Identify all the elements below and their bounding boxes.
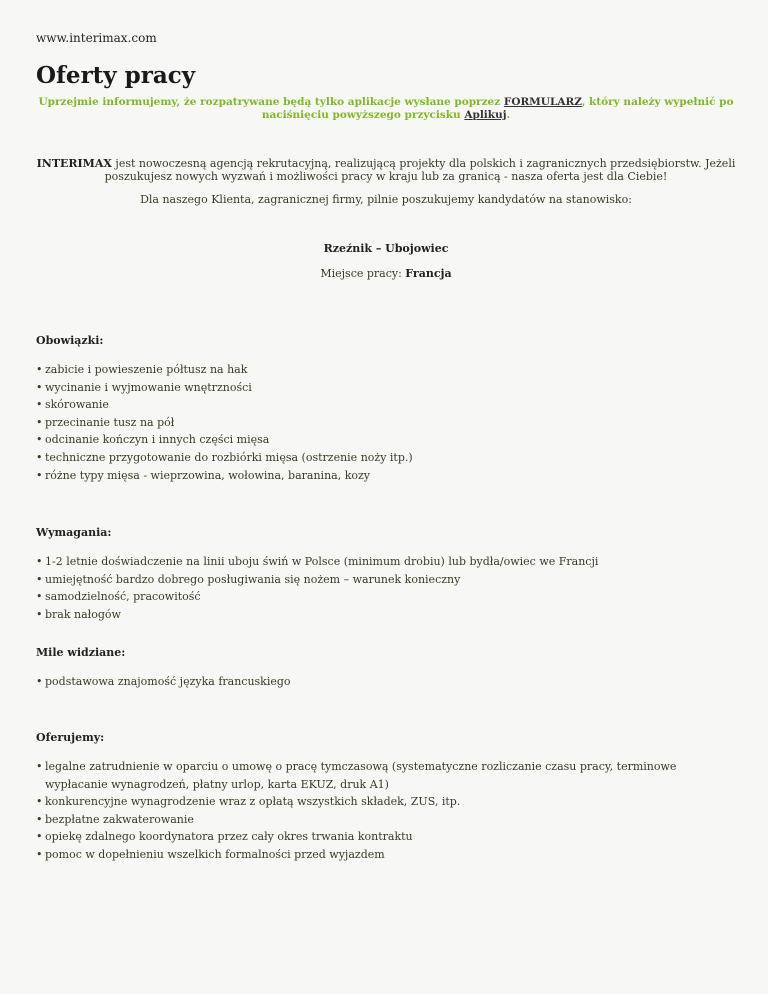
requirements-heading: Wymagania:: [36, 526, 112, 539]
list-item: • 1-2 letnie doświadczenie na linii uboju świń w Polsce (minimum drobiu) lub bydła/owiec we Francji: [36, 553, 736, 571]
company-name: INTERIMAX: [36, 157, 112, 170]
apply-link[interactable]: Aplikuj: [464, 109, 507, 121]
list-item: • pomoc w dopełnieniu wszelkich formalności przed wyjazdem: [36, 846, 736, 864]
application-notice: [36, 96, 736, 122]
list-item: • brak nałogów: [36, 606, 736, 624]
offer-heading: Oferujemy:: [36, 731, 105, 744]
notice-text-middle: , który należy wypełnić po naciśnięciu powyższego przycisku: [261, 96, 734, 121]
client-line: Dla naszego Klienta, zagranicznej firmy, pilnie poszukujemy kandydatów na stanowisko:: [140, 193, 632, 206]
site-url: www.interimax.com: [36, 31, 157, 45]
list-item: • skórowanie: [36, 396, 736, 414]
list-item: • umiejętność bardzo dobrego posługiwania się nożem – warunek konieczny: [36, 571, 736, 589]
page-title: Oferty pracy: [36, 62, 196, 89]
list-item: • bezpłatne zakwaterowanie: [36, 811, 736, 829]
list-item: • legalne zatrudnienie w oparciu o umowę o pracę tymczasową (systematyczne rozliczanie czasu pracy, terminowe wypłacanie wynagrodzeń, płatny urlop, karta EKUZ, druk A1): [36, 758, 736, 793]
list-item: • konkurencyjne wynagrodzenie wraz z opłatą wszystkich składek, ZUS, itp.: [36, 793, 736, 811]
requirements-list: [36, 553, 736, 623]
list-item: • opiekę zdalnego koordynatora przez cały okres trwania kontraktu: [36, 828, 736, 846]
location-value: Francja: [405, 267, 452, 280]
notice-text-before: Uprzejmie informujemy, że rozpatrywane będą tylko aplikacje wysłane poprzez: [38, 96, 504, 108]
nice-to-have-heading: Mile widziane:: [36, 646, 126, 659]
list-item: • zabicie i powieszenie półtusz na hak: [36, 361, 736, 379]
nice-to-have-list: [36, 673, 736, 691]
form-link[interactable]: FORMULARZ: [503, 96, 582, 108]
company-intro: [36, 157, 736, 183]
position-title: Rzeźnik – Ubojowiec: [323, 242, 449, 255]
duties-list: [36, 361, 736, 484]
list-item: • wycinanie i wyjmowanie wnętrzności: [36, 379, 736, 397]
list-item: • odcinanie kończyn i innych części mięsa: [36, 431, 736, 449]
list-item: • różne typy mięsa - wieprzowina, wołowina, baranina, kozy: [36, 467, 736, 485]
duties-heading: Obowiązki:: [36, 334, 104, 347]
work-location: [36, 267, 736, 280]
list-item: • podstawowa znajomość języka francuskiego: [36, 673, 736, 691]
intro-text: jest nowoczesną agencją rekrutacyjną, realizującą projekty dla polskich i zagranicznych przedsiębiorstw. Jeżeli poszukujesz nowych wyzwań i możliwości pracy w kraju lub za granicą - nasza oferta jest dla Ciebie!: [104, 157, 736, 183]
location-label: Miejsce pracy:: [320, 267, 406, 280]
list-item: • techniczne przygotowanie do rozbiórki mięsa (ostrzenie noży itp.): [36, 449, 736, 467]
list-item: • samodzielność, pracowitość: [36, 588, 736, 606]
list-item: • przecinanie tusz na pół: [36, 414, 736, 432]
notice-text-after: .: [506, 109, 511, 121]
offer-list: [36, 758, 736, 864]
